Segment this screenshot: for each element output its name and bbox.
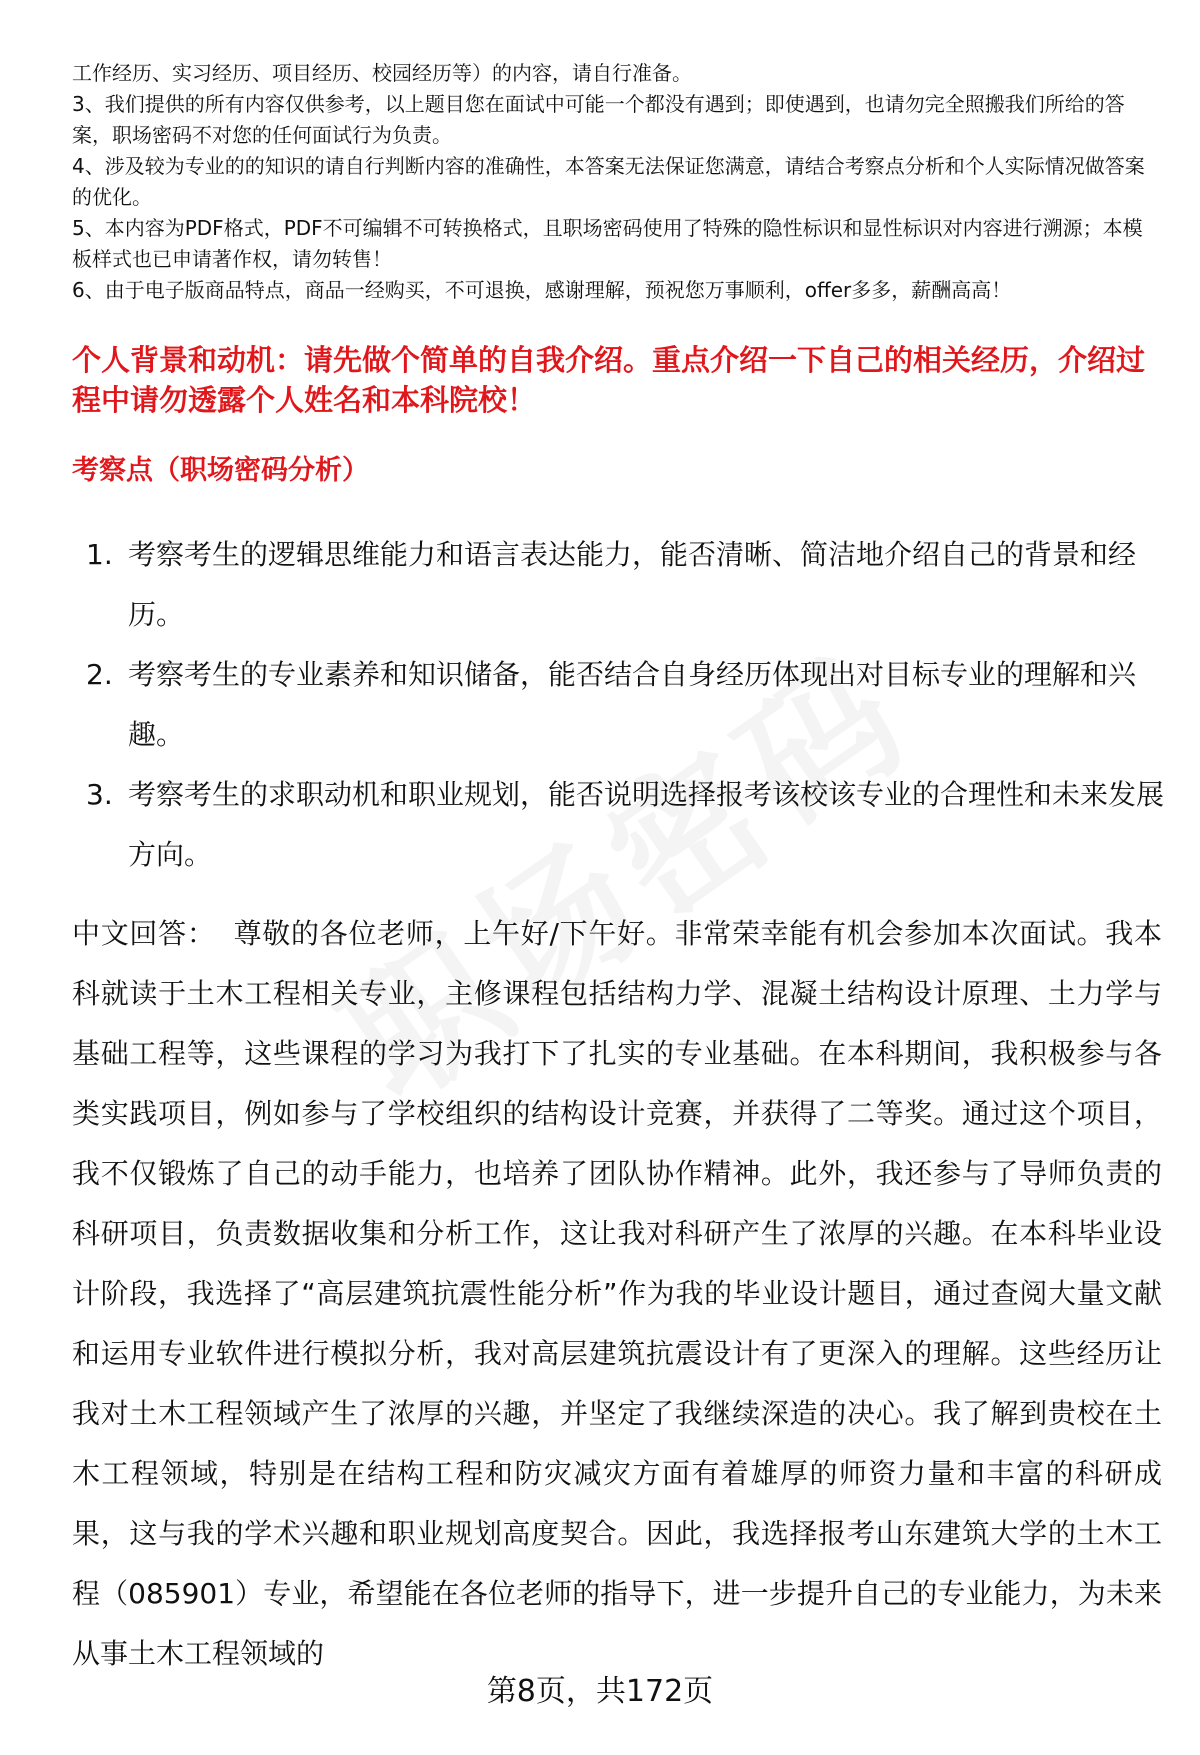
list-item-text: 考察考生的逻辑思维能力和语言表达能力，能否清晰、简洁地介绍自己的背景和经历。 <box>128 538 1137 631</box>
analysis-list <box>86 525 1176 885</box>
list-item <box>86 525 1176 645</box>
analysis-title: 考察点（职场密码分析） <box>72 455 369 486</box>
note-line: 工作经历、实习经历、项目经历、校园经历等）的内容，请自行准备。 <box>72 61 692 85</box>
list-item-number: 3. <box>86 778 113 811</box>
list-item-number: 1. <box>86 538 113 571</box>
notes-section <box>72 58 1162 306</box>
answer-paragraph <box>72 904 1162 1684</box>
page-number: 第8页，共172页 <box>486 1674 714 1709</box>
note-line: 3、我们提供的所有内容仅供参考，以上题目您在面试中可能一个都没有遇到；即使遇到，也请勿完全照搬我们所给的答案，职场密码不对您的任何面试行为负责。 <box>72 92 1125 147</box>
note-line: 5、本内容为PDF格式，PDF不可编辑不可转换格式，且职场密码使用了特殊的隐性标识和显性标识对内容进行溯源；本模板样式也已申请著作权，请勿转售！ <box>72 216 1143 271</box>
list-item <box>86 765 1176 885</box>
answer-label: 中文回答： <box>72 917 216 950</box>
list-item <box>86 645 1176 765</box>
list-item-text: 考察考生的求职动机和职业规划，能否说明选择报考该校该专业的合理性和未来发展方向。 <box>128 778 1165 871</box>
note-line: 4、涉及较为专业的的知识的请自行判断内容的准确性，本答案无法保证您满意，请结合考察点分析和个人实际情况做答案的优化。 <box>72 154 1145 209</box>
list-item-text: 考察考生的专业素养和知识储备，能否结合自身经历体现出对目标专业的理解和兴趣。 <box>128 658 1137 751</box>
question-heading: 个人背景和动机：请先做个简单的自我介绍。重点介绍一下自己的相关经历，介绍过程中请勿透露个人姓名和本科院校！ <box>72 343 1146 417</box>
answer-text: 尊敬的各位老师，上午好/下午好。非常荣幸能有机会参加本次面试。我本科就读于土木工程相关专业，主修课程包括结构力学、混凝土结构设计原理、土力学与基础工程等，这些课程的学习为我打下了扎实的专业基础。在本科期间，我积极参与各类实践项目，例如参与了学校组织的结构设计竞赛，并获得了二等奖。通过这个项目，我不仅锻炼了自己的动手能力，也培养了团队协作精神。此外，我还参与了导师负责的科研项目，负责数据收集和分析工作，这让我对科研产生了浓厚的兴趣。在本科毕业设计阶段，我选择了“高层建筑抗震性能分析”作为我的毕业设计题目，通过查阅大量文献和运用专业软件进行模拟分析，我对高层建筑抗震设计有了更深入的理解。这些经历让我对土木工程领域产生了浓厚的兴趣，并坚定了我继续深造的决心。我了解到贵校在土木工程领域，特别是在结构工程和防灾减灾方面有着雄厚的师资力量和丰富的科研成果，这与我的学术兴趣和职业规划高度契合。因此，我选择报考山东建筑大学的土木工程（085901）专业，希望能在各位老师的指导下，进一步提升自己的专业能力，为未来从事土木工程领域的 <box>72 917 1162 1670</box>
note-line: 6、由于电子版商品特点，商品一经购买，不可退换，感谢理解，预祝您万事顺利，offer多多，薪酬高高！ <box>72 278 1012 302</box>
list-item-number: 2. <box>86 658 113 691</box>
